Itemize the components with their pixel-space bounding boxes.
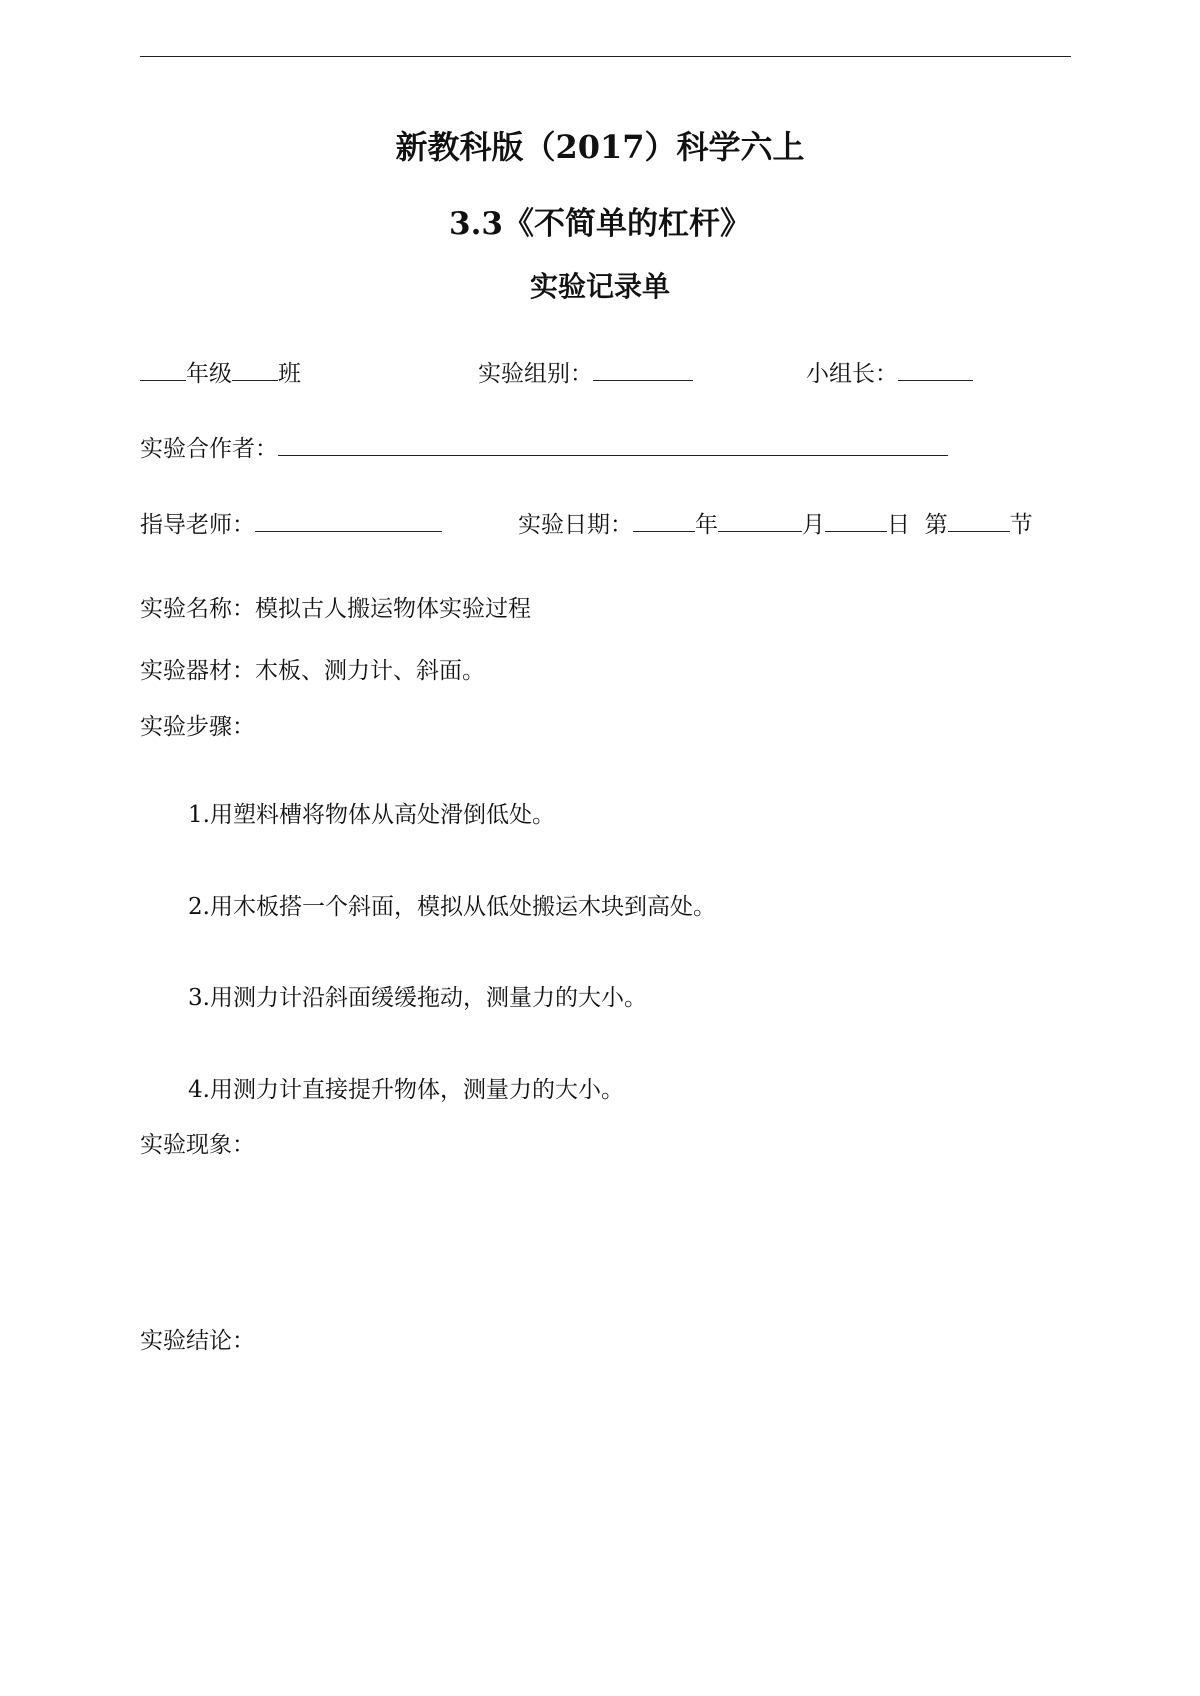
- step-item: 3.用测力计沿斜面缓缓拖动，测量力的大小。: [188, 985, 647, 1011]
- day-label: 日: [887, 512, 910, 538]
- phenomenon-label: 实验现象：: [140, 1132, 255, 1158]
- partners-blank[interactable]: [278, 454, 948, 456]
- grade-class-row: [140, 355, 301, 388]
- month-blank[interactable]: [718, 530, 802, 532]
- group-blank[interactable]: [593, 379, 693, 381]
- date-label: 实验日期：: [518, 512, 633, 538]
- day-blank[interactable]: [825, 530, 887, 532]
- period-prefix: 第: [924, 512, 948, 538]
- grade-blank[interactable]: [140, 379, 186, 381]
- lesson-title: 3.3《不简单的杠杆》: [449, 206, 751, 242]
- experiment-name: 模拟古人搬运物体实验过程: [255, 596, 531, 622]
- header-rule: [140, 56, 1071, 57]
- experiment-name-row: [140, 590, 531, 623]
- teacher-label: 指导老师：: [140, 512, 255, 538]
- leader-row: [806, 355, 973, 388]
- date-row: [518, 506, 1033, 539]
- step-item: 1.用塑料槽将物体从高处滑倒低处。: [188, 802, 555, 828]
- step-item: 2.用木板搭一个斜面，模拟从低处搬运木块到高处。: [188, 894, 716, 920]
- document-title: 新教科版（2017）科学六上: [395, 128, 805, 166]
- leader-blank[interactable]: [898, 379, 973, 381]
- steps-label: 实验步骤：: [140, 714, 255, 740]
- equipment-list: 木板、测力计、斜面。: [255, 658, 485, 684]
- teacher-row: [140, 506, 442, 539]
- record-sheet-subtitle: 实验记录单: [529, 270, 670, 303]
- month-label: 月: [802, 512, 825, 538]
- teacher-blank[interactable]: [255, 530, 442, 532]
- group-row: [478, 355, 693, 388]
- year-label: 年: [695, 512, 718, 538]
- year-blank[interactable]: [633, 530, 695, 532]
- step-item: 4.用测力计直接提升物体，测量力的大小。: [188, 1077, 624, 1103]
- class-blank[interactable]: [232, 379, 278, 381]
- conclusion-label: 实验结论：: [140, 1328, 255, 1354]
- period-blank[interactable]: [948, 530, 1010, 532]
- equipment-label: 实验器材：: [140, 658, 255, 684]
- equipment-row: [140, 652, 485, 685]
- grade-label: 年级: [186, 361, 232, 387]
- period-label: 节: [1009, 512, 1033, 538]
- partners-row: [140, 430, 948, 463]
- leader-label: 小组长：: [806, 361, 898, 387]
- partners-label: 实验合作者：: [140, 436, 278, 462]
- experiment-name-label: 实验名称：: [140, 596, 255, 622]
- group-label: 实验组别：: [478, 361, 593, 387]
- class-label: 班: [278, 361, 301, 387]
